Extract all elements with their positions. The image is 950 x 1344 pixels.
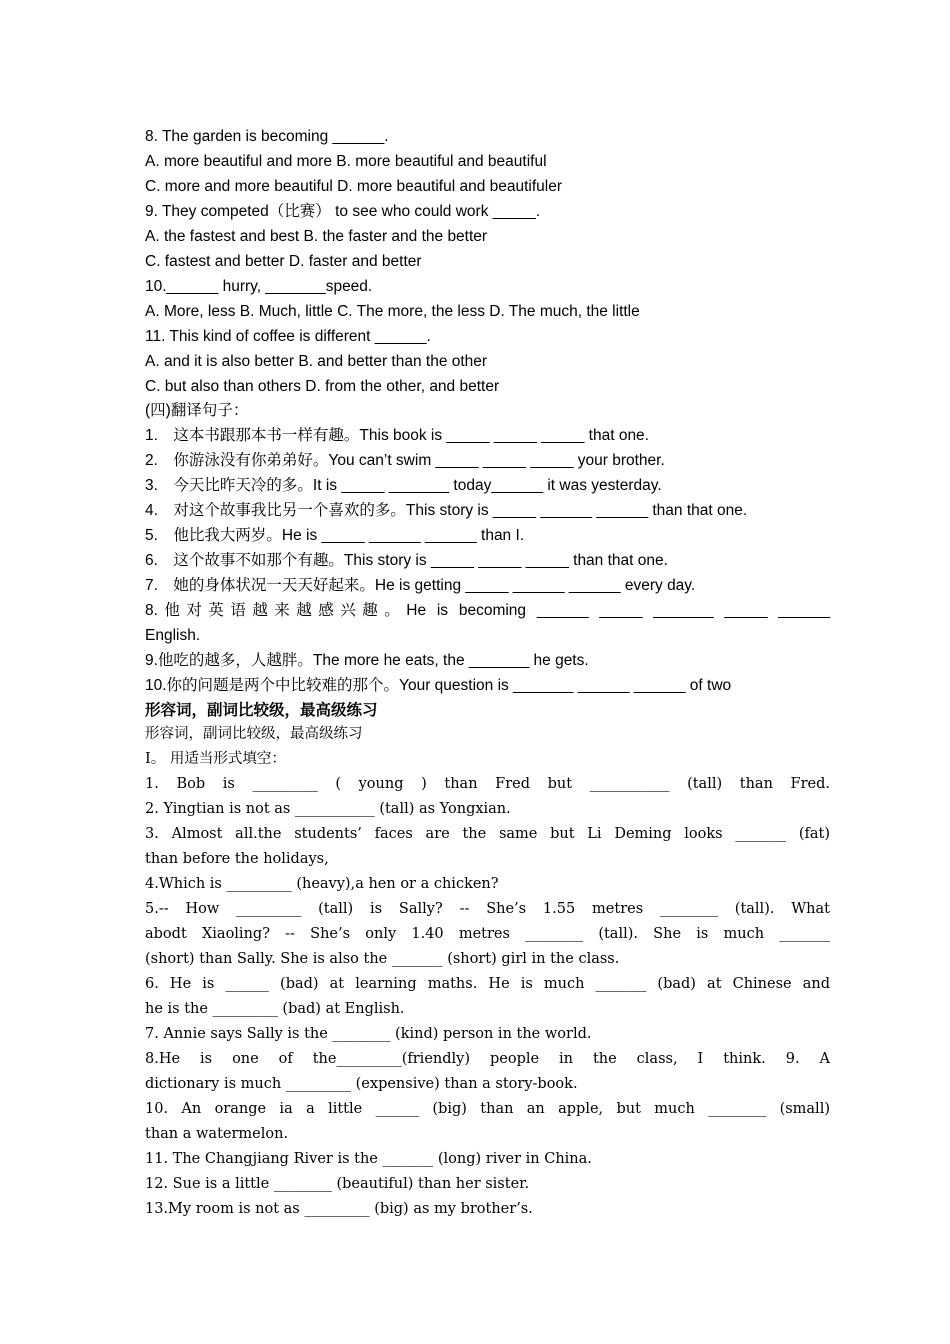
question-10-options: A. More, less B. Much, little C. The more, the less D. The much, the little (145, 303, 640, 320)
exercise-line: dictionary is much _________ (expensive) than a story-book. (145, 1076, 578, 1092)
question-9: 9. They competed（比赛） to see who could work _____. (145, 203, 541, 220)
translation-item-1: 1. 这本书跟那本书一样有趣。This book is _____ _____ _____ that one. (145, 427, 649, 444)
exercise-line: 5.-- How _________ (tall) is Sally? -- She’s 1.55 metres ________ (tall). What (145, 901, 830, 917)
question-11: 11. This kind of coffee is different ______. (145, 328, 431, 345)
translation-item-9: 9.他吃的越多，人越胖。The more he eats, the _______ he gets. (145, 652, 589, 669)
exercise-line: than before the holidays, (145, 851, 329, 867)
translation-item-4: 4. 对这个故事我比另一个喜欢的多。This story is _____ ______ ______ than that one. (145, 502, 748, 519)
translation-item-8-continued: English. (145, 627, 201, 644)
translation-item-6: 6. 这个故事不如那个有趣。This story is _____ _____ _____ than that one. (145, 552, 668, 569)
question-11-options-ab: A. and it is also better B. and better than the other (145, 353, 488, 370)
part-heading: I。 用适当形式填空： (145, 751, 286, 767)
question-9-options-cd: C. fastest and better D. faster and better (145, 253, 422, 270)
translation-item-10: 10.你的问题是两个中比较难的那个。Your question is _______ ______ ______ of two (145, 677, 732, 694)
exercise-line: 11. The Changjiang River is the _______ (long) river in China. (145, 1151, 592, 1167)
exercise-line: 7. Annie says Sally is the ________ (kind) person in the world. (145, 1026, 592, 1042)
section-title-bold: 形容词，副词比较级，最高级练习 (145, 702, 378, 719)
question-11-options-cd: C. but also than others D. from the other, and better (145, 378, 500, 395)
exercise-line: 4.Which is _________ (heavy),a hen or a chicken? (145, 876, 499, 892)
translation-item-3: 3. 今天比昨天冷的多。It is _____ _______ today______ it was yesterday. (145, 477, 662, 494)
exercise-line: 10. An orange ia a little ______ (big) than an apple, but much ________ (small) (145, 1101, 830, 1117)
exercise-line: 2. Yingtian is not as ___________ (tall) as Yongxian. (145, 801, 511, 817)
exercise-line: 3. Almost all.the students’ faces are the same but Li Deming looks _______ (fat) (145, 826, 830, 842)
question-8-options-ab: A. more beautiful and more B. more beautiful and beautiful (145, 153, 547, 170)
exercise-line: 8.He is one of the_________(friendly) people in the class, I think. 9. A (145, 1051, 830, 1067)
exercise-line: he is the _________ (bad) at English. (145, 1001, 405, 1017)
exercise-line: (short) than Sally. She is also the _______ (short) girl in the class. (145, 951, 620, 967)
question-10: 10.______ hurry, _______speed. (145, 278, 373, 295)
exercise-line: than a watermelon. (145, 1126, 289, 1142)
exercise-line: 12. Sue is a little ________ (beautiful) than her sister. (145, 1176, 530, 1192)
translation-item-2: 2. 你游泳没有你弟弟好。You can’t swim _____ _____ _____ your brother. (145, 452, 665, 469)
translation-item-5: 5. 他比我大两岁。He is _____ ______ ______ than I. (145, 527, 525, 544)
translation-item-7: 7. 她的身体状况一天天好起来。He is getting _____ ______ ______ every day. (145, 577, 696, 594)
translation-heading: (四)翻译句子： (145, 402, 249, 419)
exercise-line: 13.My room is not as _________ (big) as my brother’s. (145, 1201, 533, 1217)
translation-item-8: 8.他对英语越来越感兴趣。He is becoming ______ _____ _______ _____ ______ (145, 602, 830, 619)
question-8-options-cd: C. more and more beautiful D. more beautiful and beautifuler (145, 178, 563, 195)
exercise-line: 1. Bob is _________ ( young ) than Fred but ___________ (tall) than Fred. (145, 776, 830, 792)
question-8: 8. The garden is becoming ______. (145, 128, 389, 145)
exercise-line: 6. He is ______ (bad) at learning maths. He is much _______ (bad) at Chinese and (145, 976, 830, 992)
exercise-line: abodt Xiaoling? -- She’s only 1.40 metres ________ (tall). She is much _______ (145, 926, 830, 942)
question-9-options-ab: A. the fastest and best B. the faster and the better (145, 228, 488, 245)
section-title: 形容词，副词比较级，最高级练习 (145, 726, 363, 742)
